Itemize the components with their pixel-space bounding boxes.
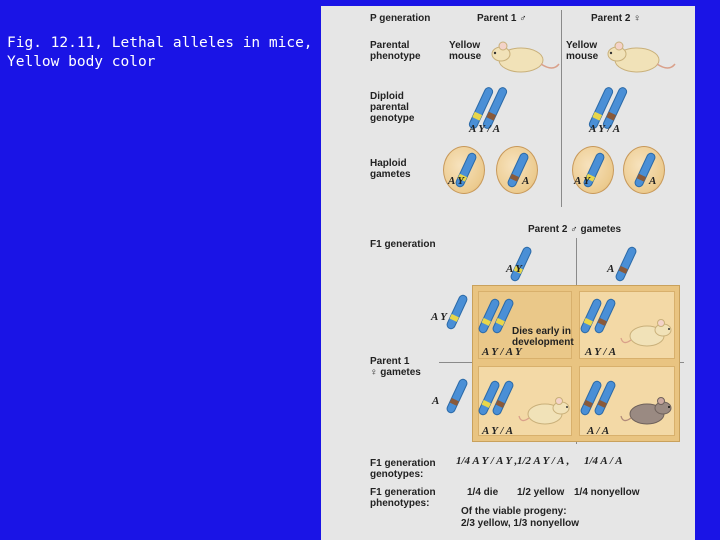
phenotype-nonyellow: 1/4 nonyellow [574, 487, 640, 498]
parent2-phenotype: Yellow mouse [566, 40, 599, 62]
cell-genotype-ayay: A Y / A Y [482, 346, 522, 358]
f1-phenotypes-label: F1 generation phenotypes: [370, 487, 436, 509]
cell-genotype-aya-bottom: A Y / A [482, 425, 514, 437]
parent2-gametes-label: Parent 2 ♂ gametes [528, 224, 622, 235]
slide-caption: Fig. 12.11, Lethal alleles in mice, Yellow body color [7, 35, 313, 70]
gray-mouse-f1 [621, 394, 677, 428]
dies-early-note: Dies early in development [512, 326, 574, 348]
parent1-gametes-label: Parent 1 ♀ gametes [370, 356, 421, 378]
gamete-label-p2-a: A [649, 175, 657, 187]
phenotype-die: 1/4 die [467, 487, 499, 498]
gamete-label-p1-a: A [522, 175, 530, 187]
parent1-header: Parent 1 ♂ [477, 13, 527, 24]
row-label-a: A [432, 395, 440, 407]
phenotype-yellow: 1/2 yellow [517, 487, 565, 498]
f1-generation-label: F1 generation [370, 239, 436, 250]
haploid-gametes-label: Haploid gametes [370, 158, 411, 180]
col-label-a: A [607, 263, 615, 275]
cell-genotype-aya-top: A Y / A [585, 346, 617, 358]
yellow-mouse-f1-top [621, 316, 677, 350]
punnett-chromosomes [321, 6, 695, 446]
parent1-genotype: A Y / A [469, 123, 501, 135]
f1-genotypes-label: F1 generation genotypes: [370, 458, 436, 480]
viable-progeny-heading: Of the viable progeny: [461, 506, 567, 517]
col-label-ay: A Y [506, 263, 523, 275]
row-label-ay: A Y [431, 311, 448, 323]
parent1-phenotype: Yellow mouse [449, 40, 482, 62]
genotype-aa-fraction: 1/4 A / A [584, 455, 623, 467]
diploid-genotype-label: Diploid parental genotype [370, 91, 415, 124]
figure-panel [321, 6, 695, 540]
yellow-mouse-f1-bottom [519, 394, 575, 428]
parent2-genotype: A Y / A [589, 123, 621, 135]
cell-genotype-aa: A / A [587, 425, 610, 437]
parent2-header: Parent 2 ♀ [591, 13, 641, 24]
genotype-ayay-fraction: 1/4 A Y / A Y , [456, 455, 518, 467]
genotype-aya-fraction: 1/2 A Y / A , [517, 455, 570, 467]
parental-phenotype-label: Parental phenotype [370, 40, 421, 62]
p-generation-label: P generation [370, 13, 431, 24]
viable-progeny-ratio: 2/3 yellow, 1/3 nonyellow [461, 518, 580, 529]
gamete-label-p2-ay: A Y [574, 175, 591, 187]
gamete-label-p1-ay: A Y [448, 175, 465, 187]
